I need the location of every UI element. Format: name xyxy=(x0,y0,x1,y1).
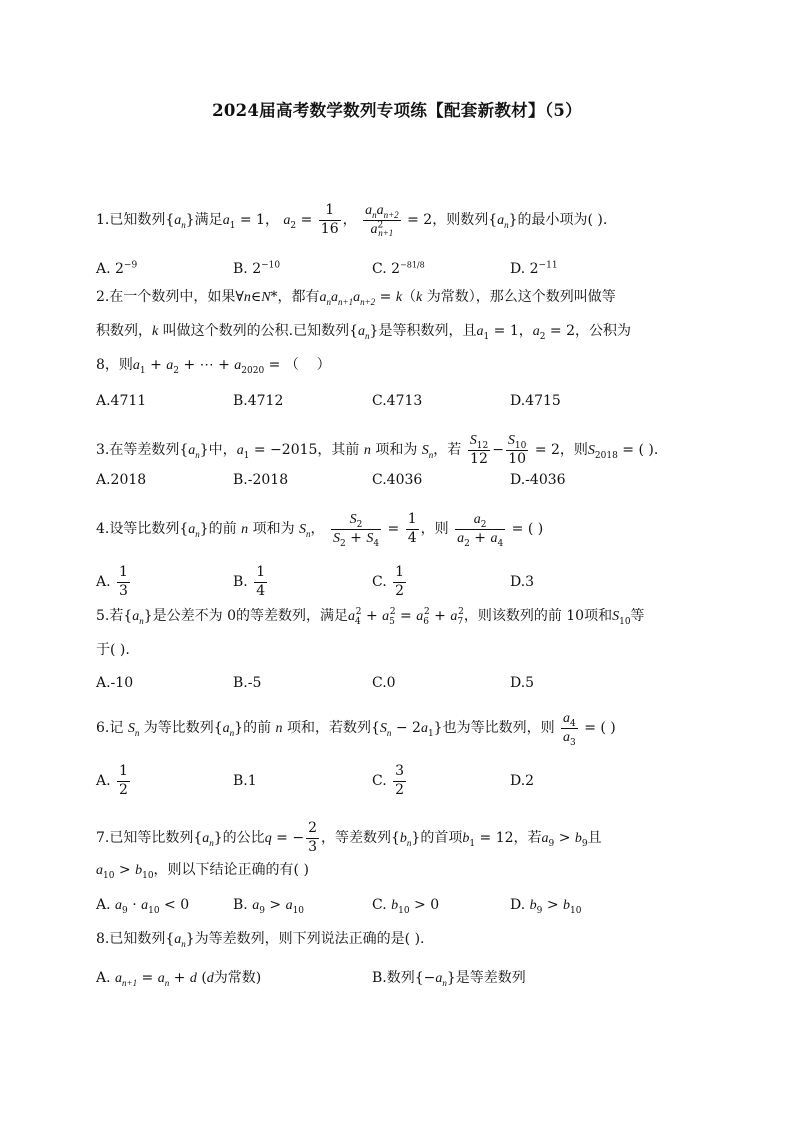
question-8-stem: 8.已知数列$\{a_n\}$为等差数列，则下列说法正确的是( ). xyxy=(96,931,425,949)
option-b: B.-2018 xyxy=(233,472,289,488)
page-title: 2024届高考数学数列专项练【配套新教材】（5） xyxy=(212,101,582,120)
option-d: D. $2^{-11}$ xyxy=(510,260,558,277)
question-2-options xyxy=(96,393,736,423)
option-a: A.4711 xyxy=(96,393,147,409)
option-b: B.-5 xyxy=(233,675,262,691)
option-c: C. $\frac{3}{2}$ xyxy=(372,763,405,798)
question-7-options xyxy=(96,897,736,927)
option-b: B. $a_9 > a_{10}$ xyxy=(233,897,305,916)
option-d: D.5 xyxy=(510,675,535,691)
option-a: A.2018 xyxy=(96,472,147,488)
option-a: A. $\frac{1}{2}$ xyxy=(96,763,128,798)
question-4-stem: 4.设等比数列$\{a_n\}$的前 n 项和为 $S_n$， $\frac{S_2}{S_2 + S_4}$ = $\frac{1}{4}$ ，则 $\frac{a_2}{a_2 + a_4}$ = ( ) xyxy=(96,511,544,549)
option-b: B.1 xyxy=(233,773,257,789)
option-c: C. $b_{10} > 0$ xyxy=(372,897,440,916)
question-5-stem-line2: 于( ). xyxy=(96,642,130,658)
question-2-stem-line1: 2.在一个数列中，如果∀n∈N*，都有$a_na_{n+1}a_{n+2} = k(k$ 为常数），那么这个数列叫做等 xyxy=(96,289,616,307)
question-1-options xyxy=(96,261,736,291)
option-c: C.4036 xyxy=(372,472,423,488)
option-b: B. $\frac{1}{4}$ xyxy=(233,564,266,599)
option-d: D.2 xyxy=(510,773,535,789)
option-b: B.数列$\{-a_n\}$是等差数列 xyxy=(372,970,526,988)
option-d: D.-4036 xyxy=(510,472,566,488)
option-d: D. $b_9 > b_{10}$ xyxy=(510,897,582,916)
option-a: A. $2^{-9}$ xyxy=(96,260,138,277)
question-1-stem: 1.已知数列$\{a_n\}$满足$a_1 = 1$， $a_2$ = $\frac{1}{16}$ ， $\frac{a_na_{n+2}}{a^2_{n+1}}$ = 2，则数列$\{a_n\}$的最小项为( ). xyxy=(96,202,608,239)
option-a: A. $a_{n+1} = a_n + d$ (d为常数) xyxy=(96,970,262,988)
option-a: A. $\frac{1}{3}$ xyxy=(96,564,128,599)
question-7-stem-line1: 7.已知等比数列$\{a_n\}$的公比q = − $\frac{2}{3}$ ，等差数列$\{b_n\}$的首项$b_1 = 12$，若$a_9 > b_9$且 xyxy=(96,820,602,855)
question-5-options xyxy=(96,675,736,705)
option-a: A. $a_9 \cdot a_{10} < 0$ xyxy=(96,897,190,916)
question-3-options xyxy=(96,472,736,502)
option-d: D.4715 xyxy=(510,393,561,409)
option-c: C.0 xyxy=(372,675,396,691)
question-2-stem-line3: 8，则$a_1 + a_2$ + ⋯ + $a_{2020}$ = （ ） xyxy=(96,357,331,376)
question-8-options xyxy=(96,967,736,997)
option-a: A.-10 xyxy=(96,675,134,691)
question-2-stem-line2: 积数列，k 叫做这个数列的公积.已知数列$\{a_n\}$是等积数列，且$a_1 = 1$，$a_2 = 2$，公积为 xyxy=(96,323,632,342)
option-c: C.4713 xyxy=(372,393,423,409)
question-4-options xyxy=(96,564,736,599)
question-7-stem-line2: $a_{10} > b_{10}$，则以下结论正确的有( ) xyxy=(96,862,309,881)
option-d: D.3 xyxy=(510,574,535,590)
option-c: C. $\frac{1}{2}$ xyxy=(372,564,405,599)
option-c: C. $2^{-81/8}$ xyxy=(372,260,425,277)
question-5-stem-line1: 5.若$\{a_n\}$是公差不为 0的等差数列，满足$a_4^2 + a_5^2 = a_6^2 + a_7^2$，则该数列的前 10项和$S_{10}$等 xyxy=(96,607,645,627)
question-6-options xyxy=(96,763,736,798)
question-3-stem: 3.在等差数列$\{a_n\}$中，$a_1 = -2015$，其前 n 项和为 $S_n$，若 $\frac{S_{12}}{12}$ − $\frac{S_{10}}{10}$ = 2，则$S_{2018}$ = ( ). xyxy=(96,433,659,467)
option-b: B.4712 xyxy=(233,393,284,409)
option-b: B. $2^{-10}$ xyxy=(233,260,281,277)
question-6-stem: 6.记 $S_n$ 为等比数列$\{a_n\}$的前 n 项和，若数列$\{S_n - 2a_1\}$也为等比数列，则 $\frac{a_4}{a_3}$ = ( ) xyxy=(96,711,616,748)
